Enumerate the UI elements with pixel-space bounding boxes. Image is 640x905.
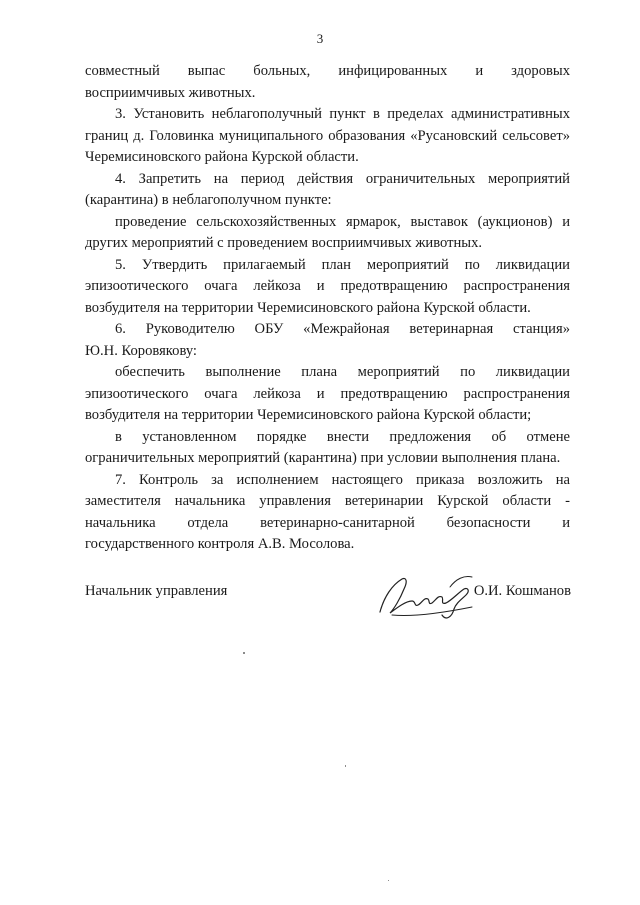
handwritten-signature xyxy=(372,567,482,627)
paragraph-continuation-rest: восприимчивых животных. xyxy=(85,84,256,101)
paragraph-item-6-sub1-rest: эпизоотического очага лейкоза и предотвращению распространения возбудителя на территории Черемисиновского района Курской области; xyxy=(85,385,570,423)
paragraph-item-4-rest: (карантина) в неблагополучном пункте: xyxy=(85,192,332,208)
paragraph-item-7-rest: заместителя начальника управления ветеринарии Курской области - начальника отдела ветеринарно-санитарной безопасности и государственного контроля А.В. Мосолова. xyxy=(85,493,570,552)
paragraph-item-5-first-line: 5. Утвердить прилагаемый план мероприятий по ликвидации xyxy=(115,256,570,273)
paragraph-item-6-rest: Ю.Н. Коровякову: xyxy=(85,342,197,359)
page-number: 3 xyxy=(316,31,324,46)
paragraph-item-7-first-line: 7. Контроль за исполнением настоящего приказа возложить на xyxy=(115,471,570,488)
paragraph-item-4-sub-first-line: проведение сельскохозяйственных ярмарок, выставок (аукционов) и xyxy=(115,213,570,230)
paragraph-item-6-first-line: 6. Руководителю ОБУ «Межрайоная ветеринарная станция» xyxy=(115,321,570,337)
paragraph-item-6-sub2-first-line: в установленном порядке внести предложения об отмене xyxy=(115,428,570,445)
paragraph-item-3-rest: границ д. Головинка муниципального образования «Русановский сельсовет» Черемисиновского района Курской области. xyxy=(85,127,570,165)
scan-speck xyxy=(388,880,389,881)
paragraph-item-4-first-line: 4. Запретить на период действия ограничительных мероприятий xyxy=(115,170,570,187)
paragraph-item-3-first-line: 3. Установить неблагополучный пункт в пределах административных xyxy=(115,106,570,122)
paragraph-item-6-sub1-first-line: обеспечить выполнение плана мероприятий по ликвидации xyxy=(115,364,570,380)
document-body xyxy=(85,61,570,556)
paragraph-item-6-sub2-rest: ограничительных мероприятий (карантина) при условии выполнения плана. xyxy=(85,450,561,466)
scan-speck xyxy=(243,652,245,654)
paragraph-item-5-rest: эпизоотического очага лейкоза и предотвращению распространения возбудителя на территории Черемисиновского района Курской области. xyxy=(85,278,570,316)
signatory-title: Начальник управления xyxy=(85,583,228,599)
signatory-name: О.И. Кошманов xyxy=(473,583,571,599)
paragraph-continuation-first-line: совместный выпас больных, инфицированных и здоровых xyxy=(85,63,570,79)
scan-speck xyxy=(345,765,346,767)
paragraph-item-4-sub-rest: других мероприятий с проведением восприимчивых животных. xyxy=(85,235,483,251)
signature-block xyxy=(85,575,571,635)
